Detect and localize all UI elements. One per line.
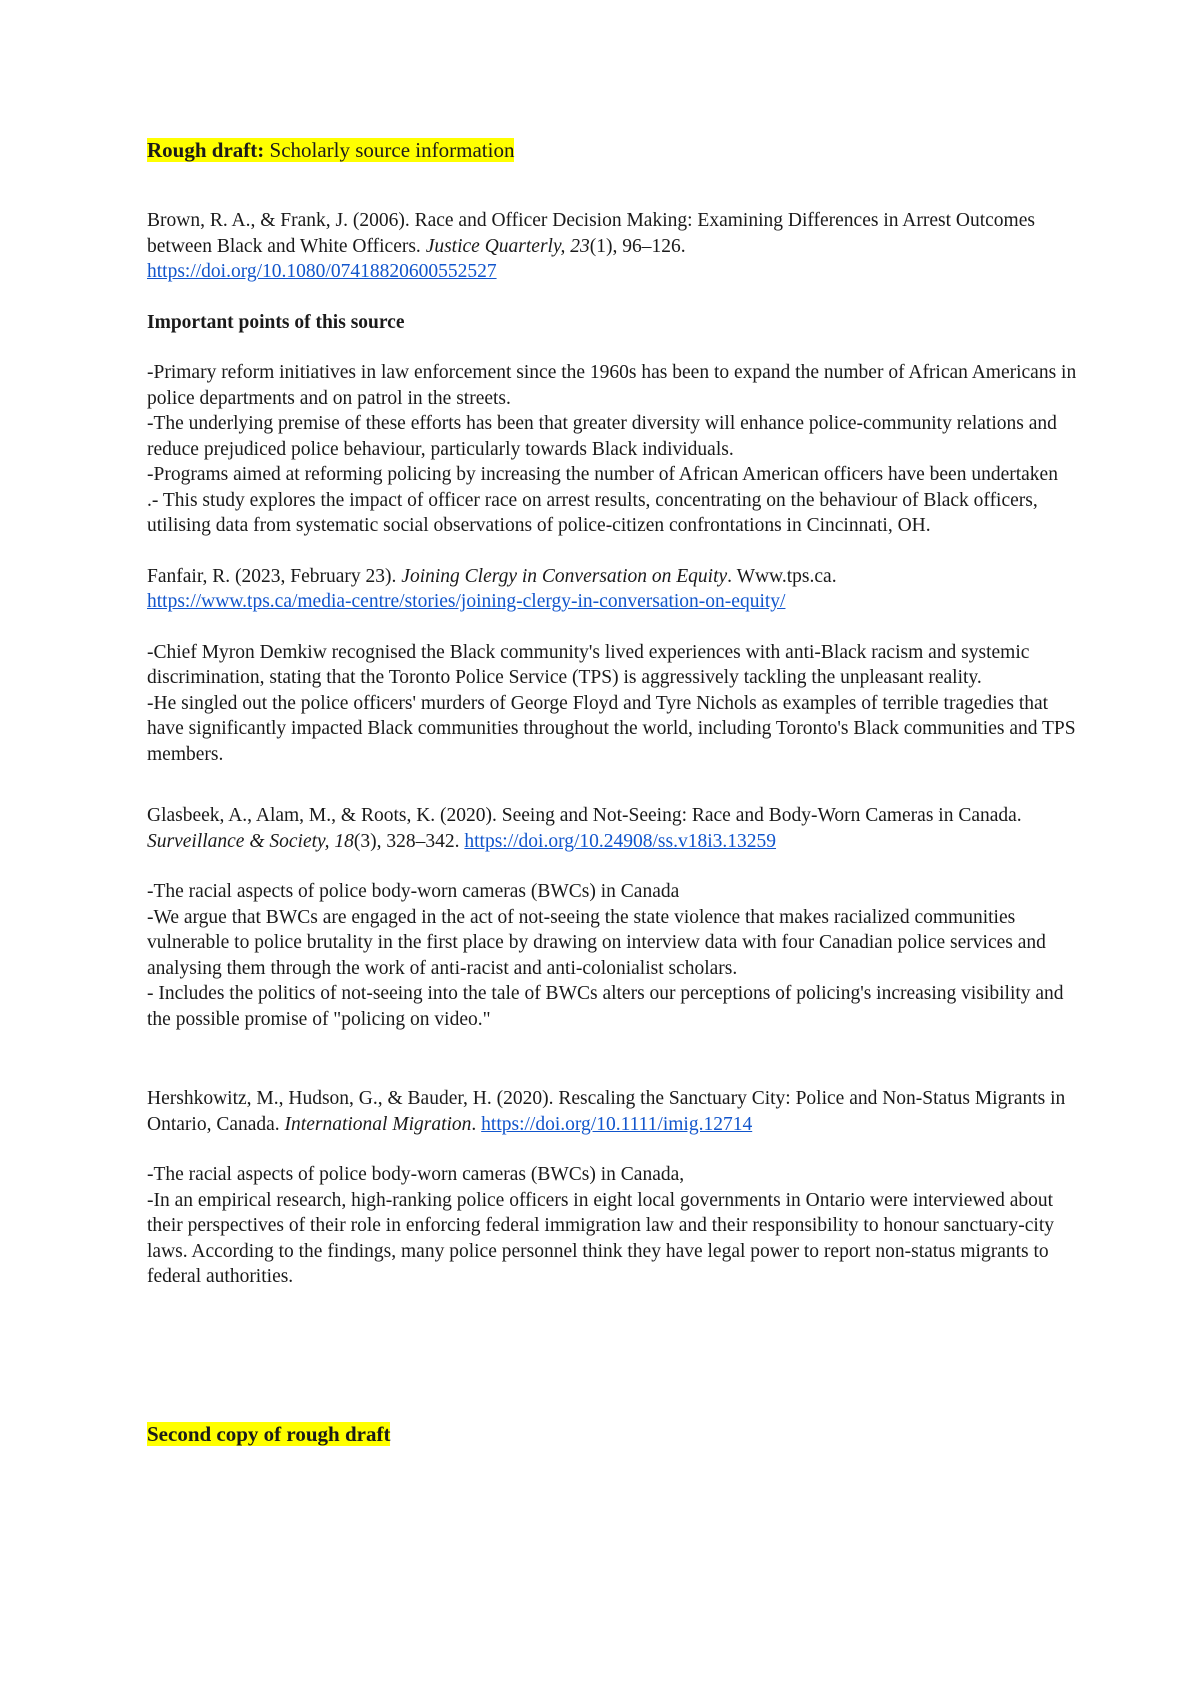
citation-fanfair: Fanfair, R. (2023, February 23). Joining Clergy in Conversation on Equity. Www.tps.ca. https://www.tps.ca/media-centre/stories/joining-clergy-in-conversation-on-equity/ xyxy=(147,565,837,612)
heading-bold: Rough draft: xyxy=(147,138,265,162)
point: -We argue that BWCs are engaged in the act of not-seeing the state violence that makes racialized communities vulnerable to police brutality in the first place by drawing on interview data with four Canadian police services and analysing them through the work of anti-racist and anti-colonialist scholars. xyxy=(147,906,1046,979)
citation-hershkowitz: Hershkowitz, M., Hudson, G., & Bauder, H. (2020). Rescaling the Sanctuary City: Police and Non-Status Migrants in Ontario, Canada. International Migration. https://doi.org/10.1111/imig.12714 xyxy=(147,1088,1066,1135)
point: -The underlying premise of these efforts has been that greater diversity will enhance police-community relations and reduce prejudiced police behaviour, particularly towards Black individuals. xyxy=(147,413,1057,460)
point: .- This study explores the impact of officer race on arrest results, concentrating on the behaviour of Black officers, utilising data from systematic social observations of police-citizen confrontations in Cincinnati, OH. xyxy=(147,489,1038,536)
section-heading: Important points of this source xyxy=(147,311,405,333)
point: - Includes the politics of not-seeing into the tale of BWCs alters our perceptions of policing's increasing visibility and the possible promise of "policing on video." xyxy=(147,983,1064,1030)
link-fanfair[interactable]: https://www.tps.ca/media-centre/stories/joining-clergy-in-conversation-on-equity/ xyxy=(147,591,786,612)
citation-glasbeek: Glasbeek, A., Alam, M., & Roots, K. (2020). Seeing and Not-Seeing: Race and Body-Worn Cameras in Canada. Surveillance & Society, 18(3), 328–342. https://doi.org/10.24908/ss.v18i3.13259 xyxy=(147,805,1022,852)
second-heading: Second copy of rough draft xyxy=(147,1421,391,1446)
page-title xyxy=(147,136,1077,164)
point: -He singled out the police officers' murders of George Floyd and Tyre Nichols as examples of terrible tragedies that have significantly impacted Black communities throughout the world, including Toronto's Black communities and TPS members. xyxy=(147,692,1076,765)
doi-link-hershkowitz[interactable]: https://doi.org/10.1111/imig.12714 xyxy=(481,1113,753,1135)
point: -Programs aimed at reforming policing by increasing the number of African American officers have been undertaken xyxy=(147,464,1058,485)
point: -Primary reform initiatives in law enforcement since the 1960s has been to expand the number of African Americans in police departments and on patrol in the streets. xyxy=(147,362,1077,409)
citation-brown: Brown, R. A., & Frank, J. (2006). Race and Officer Decision Making: Examining Differences in Arrest Outcomes between Black and White Officers. Justice Quarterly, 23(1), 96–126. https://doi.org/10.1080/07418820600552527 xyxy=(147,210,1035,282)
document-page xyxy=(147,136,1077,1448)
point: -In an empirical research, high-ranking police officers in eight local governments in Ontario were interviewed about their perspectives of their role in enforcing federal immigration law and their responsibility to honour sanctuary-city laws. According to the findings, many police personnel think they have legal power to report non-status migrants to federal authorities. xyxy=(147,1189,1055,1287)
doi-link-brown[interactable]: https://doi.org/10.1080/07418820600552527 xyxy=(147,261,497,282)
heading-rest: Scholarly source information xyxy=(264,138,515,162)
point: -Chief Myron Demkiw recognised the Black community's lived experiences with anti-Black racism and systemic discrimination, stating that the Toronto Police Service (TPS) is aggressively tackling the unpleasant reality. xyxy=(147,641,1030,688)
point: -The racial aspects of police body-worn cameras (BWCs) in Canada xyxy=(147,881,680,902)
doi-link-glasbeek[interactable]: https://doi.org/10.24908/ss.v18i3.13259 xyxy=(464,830,777,852)
point: -The racial aspects of police body-worn cameras (BWCs) in Canada, xyxy=(147,1164,685,1185)
